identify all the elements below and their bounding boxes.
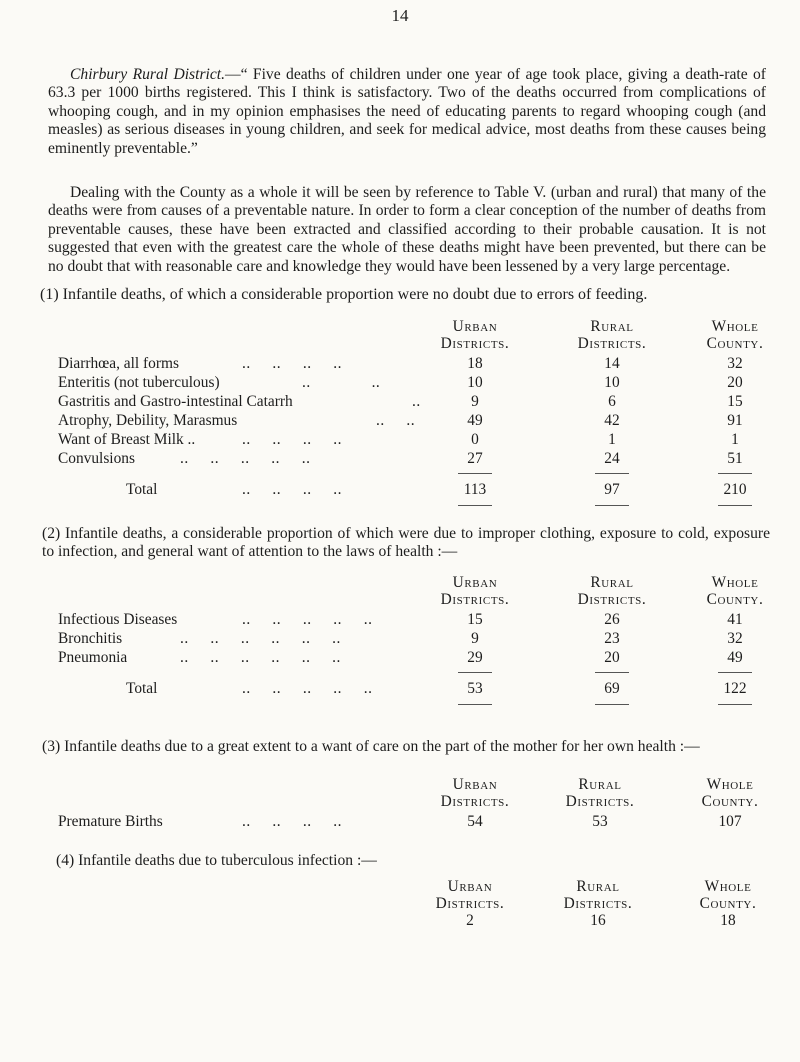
header-rural: Rural Districts. — [563, 878, 633, 912]
header-whole: Whole County. — [699, 878, 757, 912]
table-row: Pneumonia .. .. .. .. .. .. 29 20 49 — [58, 649, 743, 666]
table-row: Premature Births .. .. .. .. 54 53 107 — [58, 813, 742, 830]
rule — [595, 473, 629, 474]
page-number: 14 — [391, 6, 409, 25]
section-3-heading: (3) Infantile deaths due to a great extent to a want of care on the part of the mother for her own health :— — [42, 738, 700, 755]
table-row: Infectious Diseases .. .. .. .. .. 15 26 41 — [58, 611, 743, 628]
rule — [458, 704, 492, 705]
rule — [718, 704, 752, 705]
table-total-row: Total .. .. .. .. 113 97 210 — [126, 481, 747, 498]
rule — [595, 505, 629, 506]
rule — [595, 704, 629, 705]
section-2-heading: (2) Infantile deaths, a considerable proportion of which were due to improper clothing, exposure to cold, exposure to infection, and general want of attention to the laws of health :— — [42, 525, 770, 561]
header-rural: Rural Districts. — [577, 318, 647, 352]
table-row: Convulsions .. .. .. .. .. 27 24 51 — [58, 450, 743, 467]
header-whole: Whole County. — [706, 318, 764, 352]
rule — [458, 505, 492, 506]
table-row: Bronchitis .. .. .. .. .. .. 9 23 32 — [58, 630, 743, 647]
header-rural: Rural Districts. — [565, 776, 635, 810]
district-name: Chirbury Rural District. — [70, 66, 226, 83]
table-row: 2 16 18 — [466, 912, 736, 929]
rule — [718, 505, 752, 506]
table-row: Gastritis and Gastro-intestinal Catarrh .. 9 6 15 — [58, 393, 743, 410]
rule — [595, 672, 629, 673]
header-urban: Urban Districts. — [440, 776, 510, 810]
paragraph-chirbury-text: —“ Five deaths of children under one year of age took place, giving a death-rate of 63.3 per 1000 births registered. This I think is satisfactory. Two of the deaths occurred from complications of whooping cough, and in my opinion emphasises the need of educating parents to regard whooping cough (and measles) as serious diseases in young children, and seek for medical advice, most deaths from these causes being eminently preventable.” — [48, 66, 766, 157]
rule — [458, 672, 492, 673]
section-1-heading: (1) Infantile deaths, of which a considerable proportion were no doubt due to errors of feeding. — [40, 286, 648, 303]
header-urban: Urban Districts. — [440, 318, 510, 352]
table-row: Enteritis (not tuberculous) .. .. 10 10 20 — [58, 374, 743, 391]
rule — [718, 473, 752, 474]
table-row: Want of Breast Milk .. .. .. .. .. 0 1 1 — [58, 431, 739, 448]
header-whole: Whole County. — [701, 776, 759, 810]
paragraph-county: Dealing with the County as a whole it will be seen by reference to Table V. (urban and rural) that many of the deaths were from causes of a preventable nature. In order to form a clear conception of the number of deaths from preventable causes, these have been extracted and classified according to their probable causation. It is not suggested that even with the greatest care the whole of these deaths might have been prevented, but there can be no doubt that with reasonable care and knowledge they would have been lessened by a very large percentage. — [48, 184, 766, 275]
paragraph-chirbury — [48, 66, 766, 158]
header-whole: Whole County. — [706, 574, 764, 608]
rule — [718, 672, 752, 673]
header-urban: Urban Districts. — [435, 878, 505, 912]
table-total-row: Total .. .. .. .. .. 53 69 122 — [126, 680, 747, 697]
table-row: Atrophy, Debility, Marasmus .. .. 49 42 91 — [58, 412, 743, 429]
table-row: Diarrhœa, all forms .. .. .. .. 18 14 32 — [58, 355, 743, 372]
section-4-heading: (4) Infantile deaths due to tuberculous infection :— — [56, 852, 377, 869]
header-rural: Rural Districts. — [577, 574, 647, 608]
rule — [458, 473, 492, 474]
header-urban: Urban Districts. — [440, 574, 510, 608]
